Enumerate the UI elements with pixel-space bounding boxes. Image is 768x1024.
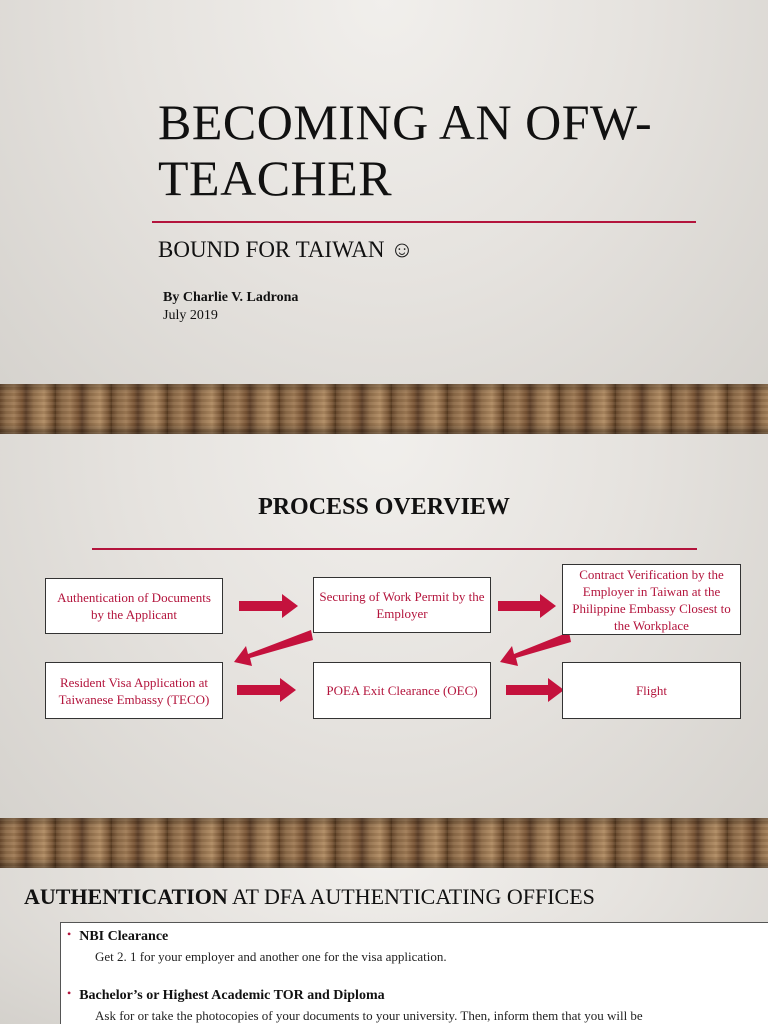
title-divider — [152, 221, 696, 223]
process-step-poea-clearance: POEA Exit Clearance (OEC) — [313, 662, 491, 719]
title-rest: AT DFA AUTHENTICATING OFFICES — [227, 884, 595, 909]
requirements-list — [60, 922, 768, 1024]
arrow-diagonal-2 — [500, 632, 571, 666]
title-slide — [0, 0, 768, 434]
slide-subtitle: BOUND FOR TAIWAN ☺ — [158, 237, 414, 262]
title-bold-part: AUTHENTICATION — [24, 884, 228, 909]
process-step-resident-visa: Resident Visa Application at Taiwanese Embassy (TECO) — [45, 662, 223, 719]
authentication-slide — [0, 868, 768, 1024]
arrow-diagonal-1 — [234, 630, 313, 666]
bullet-icon: • — [67, 986, 72, 1000]
item-description: Get 2. 1 for your employer and another one for the visa application. — [95, 949, 447, 964]
item-heading: Bachelor’s or Highest Academic TOR and Diploma — [79, 988, 385, 1003]
title-line-2: TEACHER — [158, 150, 393, 206]
process-step-authentication: Authentication of Documents by the Applicant — [45, 578, 223, 634]
list-item — [67, 929, 168, 945]
list-item — [67, 988, 385, 1004]
slide-title — [158, 94, 718, 206]
author-name: By Charlie V. Ladrona — [163, 290, 299, 305]
authentication-title — [24, 884, 595, 910]
arrow-right-3 — [237, 678, 296, 702]
wood-floor-decoration — [0, 384, 768, 434]
process-overview-slide — [0, 434, 768, 868]
bullet-icon: • — [67, 927, 72, 941]
arrow-right-4 — [506, 678, 564, 702]
arrow-right-1 — [239, 594, 298, 618]
presentation-date: July 2019 — [163, 308, 218, 323]
process-title: PROCESS OVERVIEW — [258, 494, 510, 520]
item-heading: NBI Clearance — [79, 929, 169, 944]
item-description: Ask for or take the photocopies of your documents to your university. Then, inform them that you will be — [95, 1008, 643, 1023]
process-step-flight: Flight — [562, 662, 741, 719]
process-step-work-permit: Securing of Work Permit by the Employer — [313, 577, 491, 633]
process-arrows — [0, 434, 768, 868]
wood-floor-decoration — [0, 818, 768, 868]
arrow-right-2 — [498, 594, 556, 618]
process-step-contract-verification: Contract Verification by the Employer in Taiwan at the Philippine Embassy Closest to the Workplace — [562, 564, 741, 635]
title-line-1: BECOMING AN OFW- — [158, 94, 653, 150]
